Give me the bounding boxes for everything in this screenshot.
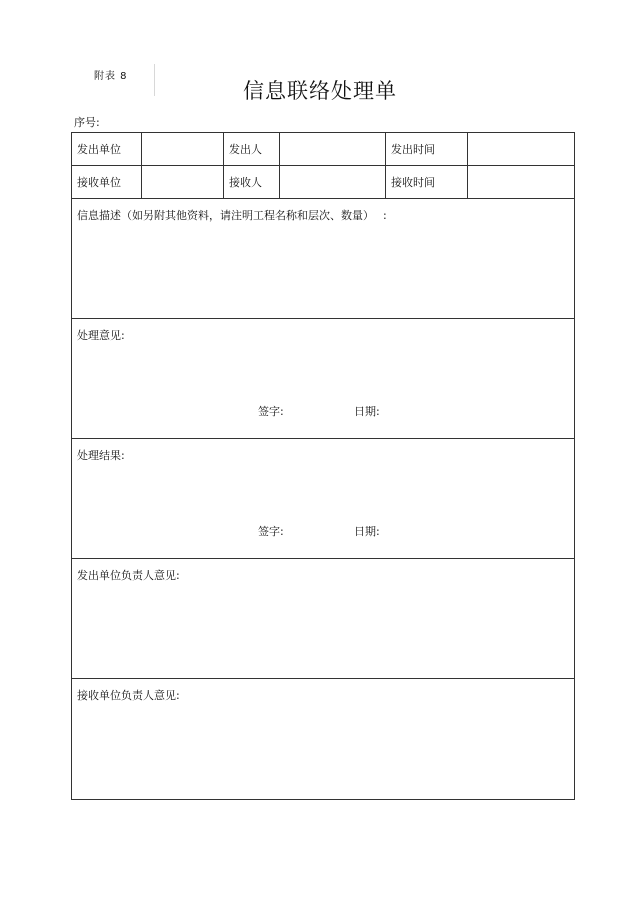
receiver-head-opinion-block[interactable]: [72, 679, 574, 799]
handling-opinion-label: 处理意见:: [77, 329, 125, 342]
contact-form: [71, 132, 575, 800]
sender-unit-label: 发出单位: [72, 133, 142, 165]
receiver-person-field[interactable]: [280, 166, 386, 198]
send-time-label: 发出时间: [386, 133, 468, 165]
handling-opinion-block[interactable]: [72, 319, 574, 439]
info-description-block[interactable]: [72, 199, 574, 319]
sender-row: [72, 133, 574, 166]
receive-time-label: 接收时间: [386, 166, 468, 198]
result-date-label: 日期:: [354, 525, 380, 538]
sender-unit-field[interactable]: [142, 133, 224, 165]
opinion-date-label: 日期:: [354, 405, 380, 418]
sender-person-field[interactable]: [280, 133, 386, 165]
appendix-label: 附表 8: [94, 71, 128, 82]
receiver-unit-label: 接收单位: [72, 166, 142, 198]
receiver-unit-field[interactable]: [142, 166, 224, 198]
sender-person-label: 发出人: [224, 133, 280, 165]
send-time-field[interactable]: [468, 133, 574, 165]
result-signature-label: 签字:: [258, 525, 284, 538]
sender-head-opinion-block[interactable]: [72, 559, 574, 679]
receive-time-field[interactable]: [468, 166, 574, 198]
receiver-head-opinion-label: 接收单位负责人意见:: [77, 689, 180, 702]
serial-label: 序号:: [74, 116, 100, 129]
page-title: 信息联络处理单: [243, 79, 397, 103]
receiver-person-label: 接收人: [224, 166, 280, 198]
info-description-label: 信息描述（如另附其他资料，请注明工程名称和层次、数量） :: [77, 209, 387, 222]
receiver-row: [72, 166, 574, 199]
sender-head-opinion-label: 发出单位负责人意见:: [77, 569, 180, 582]
opinion-signature-label: 签字:: [258, 405, 284, 418]
handling-result-label: 处理结果:: [77, 449, 125, 462]
handling-result-block[interactable]: [72, 439, 574, 559]
